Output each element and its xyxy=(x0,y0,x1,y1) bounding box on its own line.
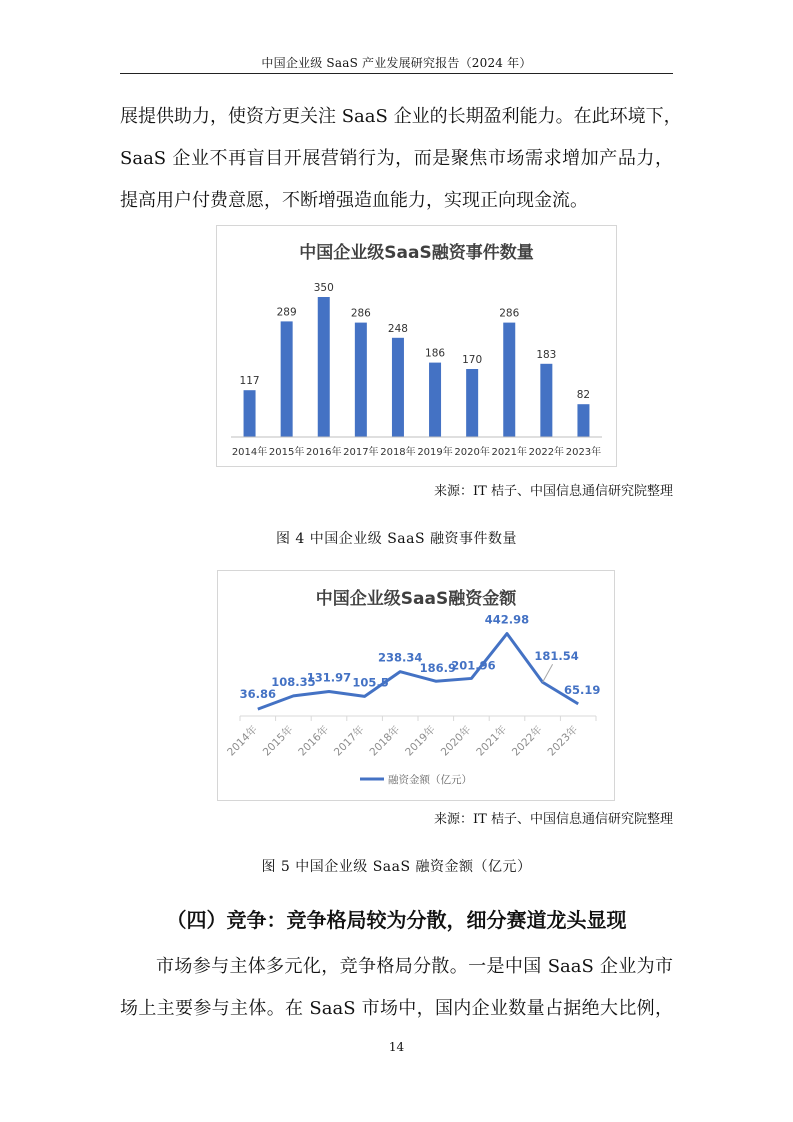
bar xyxy=(244,390,256,437)
bar xyxy=(577,404,589,437)
data-label: 289 xyxy=(276,306,297,319)
x-tick-label: 2019年 xyxy=(417,447,453,458)
bar xyxy=(429,363,441,437)
x-tick-label: 2021年 xyxy=(491,447,527,458)
paragraph-line: SaaS 企业不再盲目开展营销行为，而是聚焦市场需求增加产品力， xyxy=(120,148,673,169)
bar xyxy=(318,297,330,437)
data-label: 82 xyxy=(576,389,591,402)
figure-5-source: 来源：IT 桔子、中国信息通信研究院整理 xyxy=(434,812,673,827)
data-label: 117 xyxy=(239,375,260,388)
x-tick-label: 2023年 xyxy=(545,723,581,759)
bar xyxy=(503,323,515,437)
x-tick-label: 2022年 xyxy=(528,447,565,458)
figure-5-caption: 图 5 中国企业级 SaaS 融资金额（亿元） xyxy=(261,859,532,875)
chart-title: 中国企业级SaaS融资金额 xyxy=(315,589,517,609)
x-tick-label: 2021年 xyxy=(474,723,510,759)
x-tick-label: 2020年 xyxy=(454,447,490,458)
figure-5-chart xyxy=(217,570,615,801)
label-leader-line xyxy=(543,664,553,682)
bar xyxy=(355,323,367,437)
x-tick-label: 2020年 xyxy=(438,723,474,759)
chart-title: 中国企业级SaaS融资事件数量 xyxy=(299,243,534,263)
figure-4-caption: 图 4 中国企业级 SaaS 融资事件数量 xyxy=(275,531,518,547)
data-label: 238.34 xyxy=(378,650,423,665)
x-tick-label: 2023年 xyxy=(565,447,602,458)
data-label: 183 xyxy=(536,348,557,361)
paragraph-line: 提高用户付费意愿，不断增强造血能力，实现正向现金流。 xyxy=(120,190,588,211)
data-label: 248 xyxy=(387,322,408,335)
page-number: 14 xyxy=(388,1040,405,1054)
paragraph-line: 市场参与主体多元化，竞争格局分散。一是中国 SaaS 企业为市 xyxy=(156,956,673,977)
running-header: 中国企业级 SaaS 产业发展研究报告（2024 年） xyxy=(261,56,532,70)
x-tick-label: 2014年 xyxy=(225,723,260,759)
legend-label: 融资金额（亿元） xyxy=(388,774,472,786)
bar xyxy=(540,364,552,437)
paragraph-2 xyxy=(120,946,673,1030)
x-tick-label: 2017年 xyxy=(343,447,379,458)
x-tick-label: 2014年 xyxy=(231,447,268,458)
data-label: 181.54 xyxy=(534,649,579,664)
header-rule xyxy=(120,73,673,74)
data-label: 131.97 xyxy=(306,670,352,685)
data-label: 350 xyxy=(313,282,334,294)
data-label: 65.19 xyxy=(564,682,601,697)
x-tick-label: 2016年 xyxy=(306,447,342,458)
x-tick-label: 2019年 xyxy=(403,723,438,759)
data-label: 186 xyxy=(425,347,446,360)
x-tick-label: 2016年 xyxy=(296,723,332,759)
bar xyxy=(466,369,478,437)
data-label: 286 xyxy=(499,307,520,320)
bar xyxy=(392,338,404,437)
paragraph-line: 场上主要参与主体。在 SaaS 市场中，国内企业数量占据绝大比例， xyxy=(120,998,673,1019)
data-label: 36.86 xyxy=(239,687,276,702)
bar-chart-svg xyxy=(217,226,616,466)
data-label: 105.5 xyxy=(352,675,389,690)
bar xyxy=(281,321,293,437)
x-tick-label: 2017年 xyxy=(331,723,367,759)
x-tick-label: 2018年 xyxy=(367,723,403,759)
data-label: 108.35 xyxy=(271,674,316,689)
data-label: 442.98 xyxy=(484,612,530,627)
x-tick-label: 2015年 xyxy=(268,447,305,458)
x-tick-label: 2018年 xyxy=(380,447,416,458)
section-heading: （四）竞争：竞争格局较为分散，细分赛道龙头显现 xyxy=(166,908,627,932)
x-tick-label: 2022年 xyxy=(509,723,545,759)
data-label: 286 xyxy=(350,307,371,320)
data-label: 186.9 xyxy=(419,661,456,676)
data-label: 170 xyxy=(462,354,483,366)
data-label: 201.96 xyxy=(451,658,496,673)
paragraph-line: 展提供助力，使资方更关注 SaaS 企业的长期盈利能力。在此环境下， xyxy=(120,106,682,127)
figure-4-chart xyxy=(216,225,617,467)
line-chart-svg xyxy=(218,571,614,800)
x-tick-label: 2015年 xyxy=(260,723,296,759)
figure-4-source: 来源：IT 桔子、中国信息通信研究院整理 xyxy=(434,484,673,499)
paragraph-1 xyxy=(120,96,682,222)
